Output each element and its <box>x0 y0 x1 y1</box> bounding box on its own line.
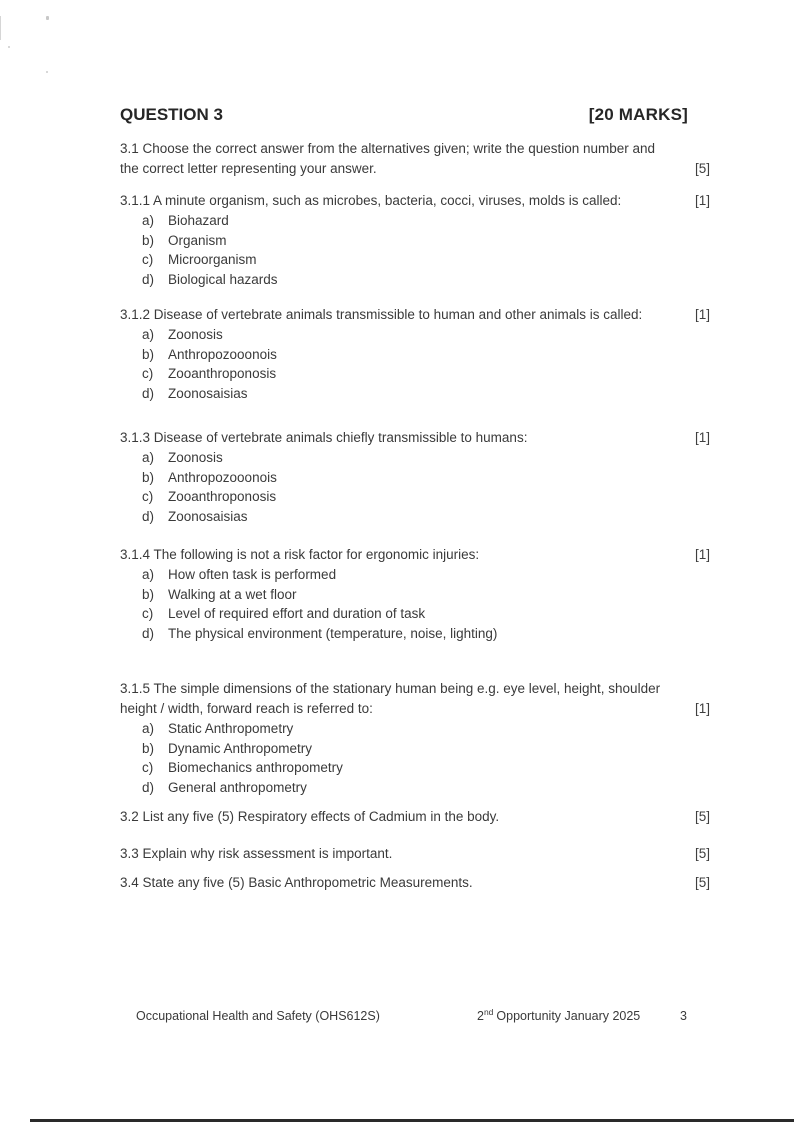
options-list <box>120 448 710 526</box>
option-text: Anthropozooonois <box>168 469 277 485</box>
option-letter: a) <box>142 327 155 342</box>
option-text: Level of required effort and duration of task <box>168 606 426 621</box>
footer-opportunity <box>477 1007 640 1025</box>
question-3-1-3 <box>120 428 710 526</box>
option-letter: a) <box>142 721 155 736</box>
total-marks-label: [20 MARKS] <box>588 105 688 124</box>
question-3-1-2 <box>120 305 710 403</box>
marks-badge: [1] <box>694 430 710 445</box>
question-row <box>120 679 710 719</box>
options-list <box>120 565 710 643</box>
option-row <box>142 778 710 798</box>
question-header <box>120 105 710 125</box>
option-row <box>142 448 710 468</box>
option-letter: b) <box>142 346 155 362</box>
marks-badge: [5] <box>694 846 710 861</box>
footer-opportunity-number: 2 <box>477 1009 484 1023</box>
option-text: Walking at a wet floor <box>168 586 297 602</box>
options-list <box>120 325 710 403</box>
option-letter: d) <box>142 271 155 287</box>
option-text: Biological hazards <box>168 271 278 287</box>
question-3-1-5-text <box>120 679 668 719</box>
option-text: Biomechanics anthropometry <box>168 760 343 775</box>
scan-speck <box>8 46 10 48</box>
option-letter: d) <box>142 779 155 795</box>
option-row <box>142 364 710 384</box>
question-line: 3.2 List any five (5) Respiratory effects of Cadmium in the body. <box>120 809 500 824</box>
option-letter: a) <box>142 450 155 465</box>
option-text: Microorganism <box>168 252 257 267</box>
option-letter: d) <box>142 385 155 401</box>
question-line: 3.1.3 Disease of vertebrate animals chiefly transmissible to humans: <box>120 430 528 445</box>
option-text: Dynamic Anthropometry <box>168 740 313 756</box>
option-text: General anthropometry <box>168 779 307 795</box>
option-text: Zoonosis <box>168 327 223 342</box>
question-row <box>120 191 710 211</box>
option-letter: a) <box>142 213 155 228</box>
option-row <box>142 468 710 488</box>
option-letter: c) <box>142 366 154 381</box>
marks-badge: [1] <box>694 701 710 716</box>
footer-page-number: 3 <box>680 1009 687 1023</box>
option-letter: c) <box>142 252 154 267</box>
question-row <box>120 305 710 325</box>
option-row <box>142 739 710 759</box>
question-3-1-5 <box>120 679 710 797</box>
question-line: the correct letter representing your answer. <box>120 161 377 176</box>
option-row <box>142 604 710 624</box>
question-line: 3.4 State any five (5) Basic Anthropometric Measurements. <box>120 875 473 890</box>
option-row <box>142 507 710 527</box>
question-line: 3.1 Choose the correct answer from the alternatives given; write the question number and <box>120 141 656 156</box>
option-text: Zoonosis <box>168 450 223 465</box>
option-letter: b) <box>142 740 155 756</box>
marks-badge: [1] <box>694 307 710 322</box>
option-row <box>142 325 710 345</box>
option-letter: d) <box>142 508 155 524</box>
option-row <box>142 231 710 251</box>
question-3-1-1 <box>120 191 710 289</box>
option-text: Zooanthroponosis <box>168 366 277 381</box>
page-content <box>120 105 710 893</box>
option-letter: b) <box>142 469 155 485</box>
question-title: QUESTION 3 <box>120 105 223 124</box>
option-letter: c) <box>142 489 154 504</box>
marks-badge: [1] <box>694 547 710 562</box>
option-row <box>142 585 710 605</box>
question-3-1-text <box>120 139 668 179</box>
question-3-4 <box>120 873 710 893</box>
option-row <box>142 345 710 365</box>
option-text: Organism <box>168 232 227 248</box>
marks-badge: [5] <box>694 161 710 176</box>
question-3-2 <box>120 807 710 827</box>
option-row <box>142 384 710 404</box>
marks-badge: [5] <box>694 875 710 890</box>
footer-opportunity-ordinal: nd <box>483 1006 494 1017</box>
option-text: Zoonosaisias <box>168 385 248 401</box>
scan-edge-artifact <box>0 16 1 40</box>
footer-opportunity-text: Opportunity January 2025 <box>496 1009 641 1023</box>
option-letter: a) <box>142 567 155 582</box>
marks-badge: [5] <box>694 809 710 824</box>
question-3-3 <box>120 844 710 864</box>
options-list <box>120 211 710 289</box>
options-list <box>120 719 710 797</box>
option-letter: d) <box>142 625 155 641</box>
question-3-1-4 <box>120 545 710 643</box>
option-letter: b) <box>142 232 155 248</box>
option-text: Zoonosaisias <box>168 508 248 524</box>
question-row <box>120 545 710 565</box>
option-text: How often task is performed <box>168 567 337 582</box>
option-letter: c) <box>142 760 154 775</box>
question-line: 3.1.1 A minute organism, such as microbes, bacteria, cocci, viruses, molds is called: <box>120 193 622 208</box>
question-row <box>120 428 710 448</box>
question-3-1 <box>120 139 710 179</box>
option-text: Anthropozooonois <box>168 346 277 362</box>
option-row <box>142 565 710 585</box>
option-row <box>142 719 710 739</box>
option-text: The physical environment (temperature, noise, lighting) <box>168 625 498 641</box>
option-text: Biohazard <box>168 213 229 228</box>
question-line: 3.3 Explain why risk assessment is important. <box>120 846 393 861</box>
option-letter: b) <box>142 586 155 602</box>
footer-course-title: Occupational Health and Safety (OHS612S) <box>136 1009 380 1023</box>
option-row <box>142 211 710 231</box>
option-letter: c) <box>142 606 154 621</box>
question-line: 3.1.2 Disease of vertebrate animals transmissible to human and other animals is called: <box>120 307 643 322</box>
option-text: Zooanthroponosis <box>168 489 277 504</box>
option-row <box>142 624 710 644</box>
question-line: height / width, forward reach is referred to: <box>120 701 373 716</box>
option-row <box>142 758 710 778</box>
option-row <box>142 270 710 290</box>
marks-badge: [1] <box>694 193 710 208</box>
option-row <box>142 250 710 270</box>
scan-speck <box>46 71 48 73</box>
option-row <box>142 487 710 507</box>
question-line: 3.1.5 The simple dimensions of the stationary human being e.g. eye level, height, shoulder <box>120 681 661 696</box>
option-text: Static Anthropometry <box>168 721 294 736</box>
question-line: 3.1.4 The following is not a risk factor for ergonomic injuries: <box>120 547 480 562</box>
scan-speck <box>46 16 49 20</box>
